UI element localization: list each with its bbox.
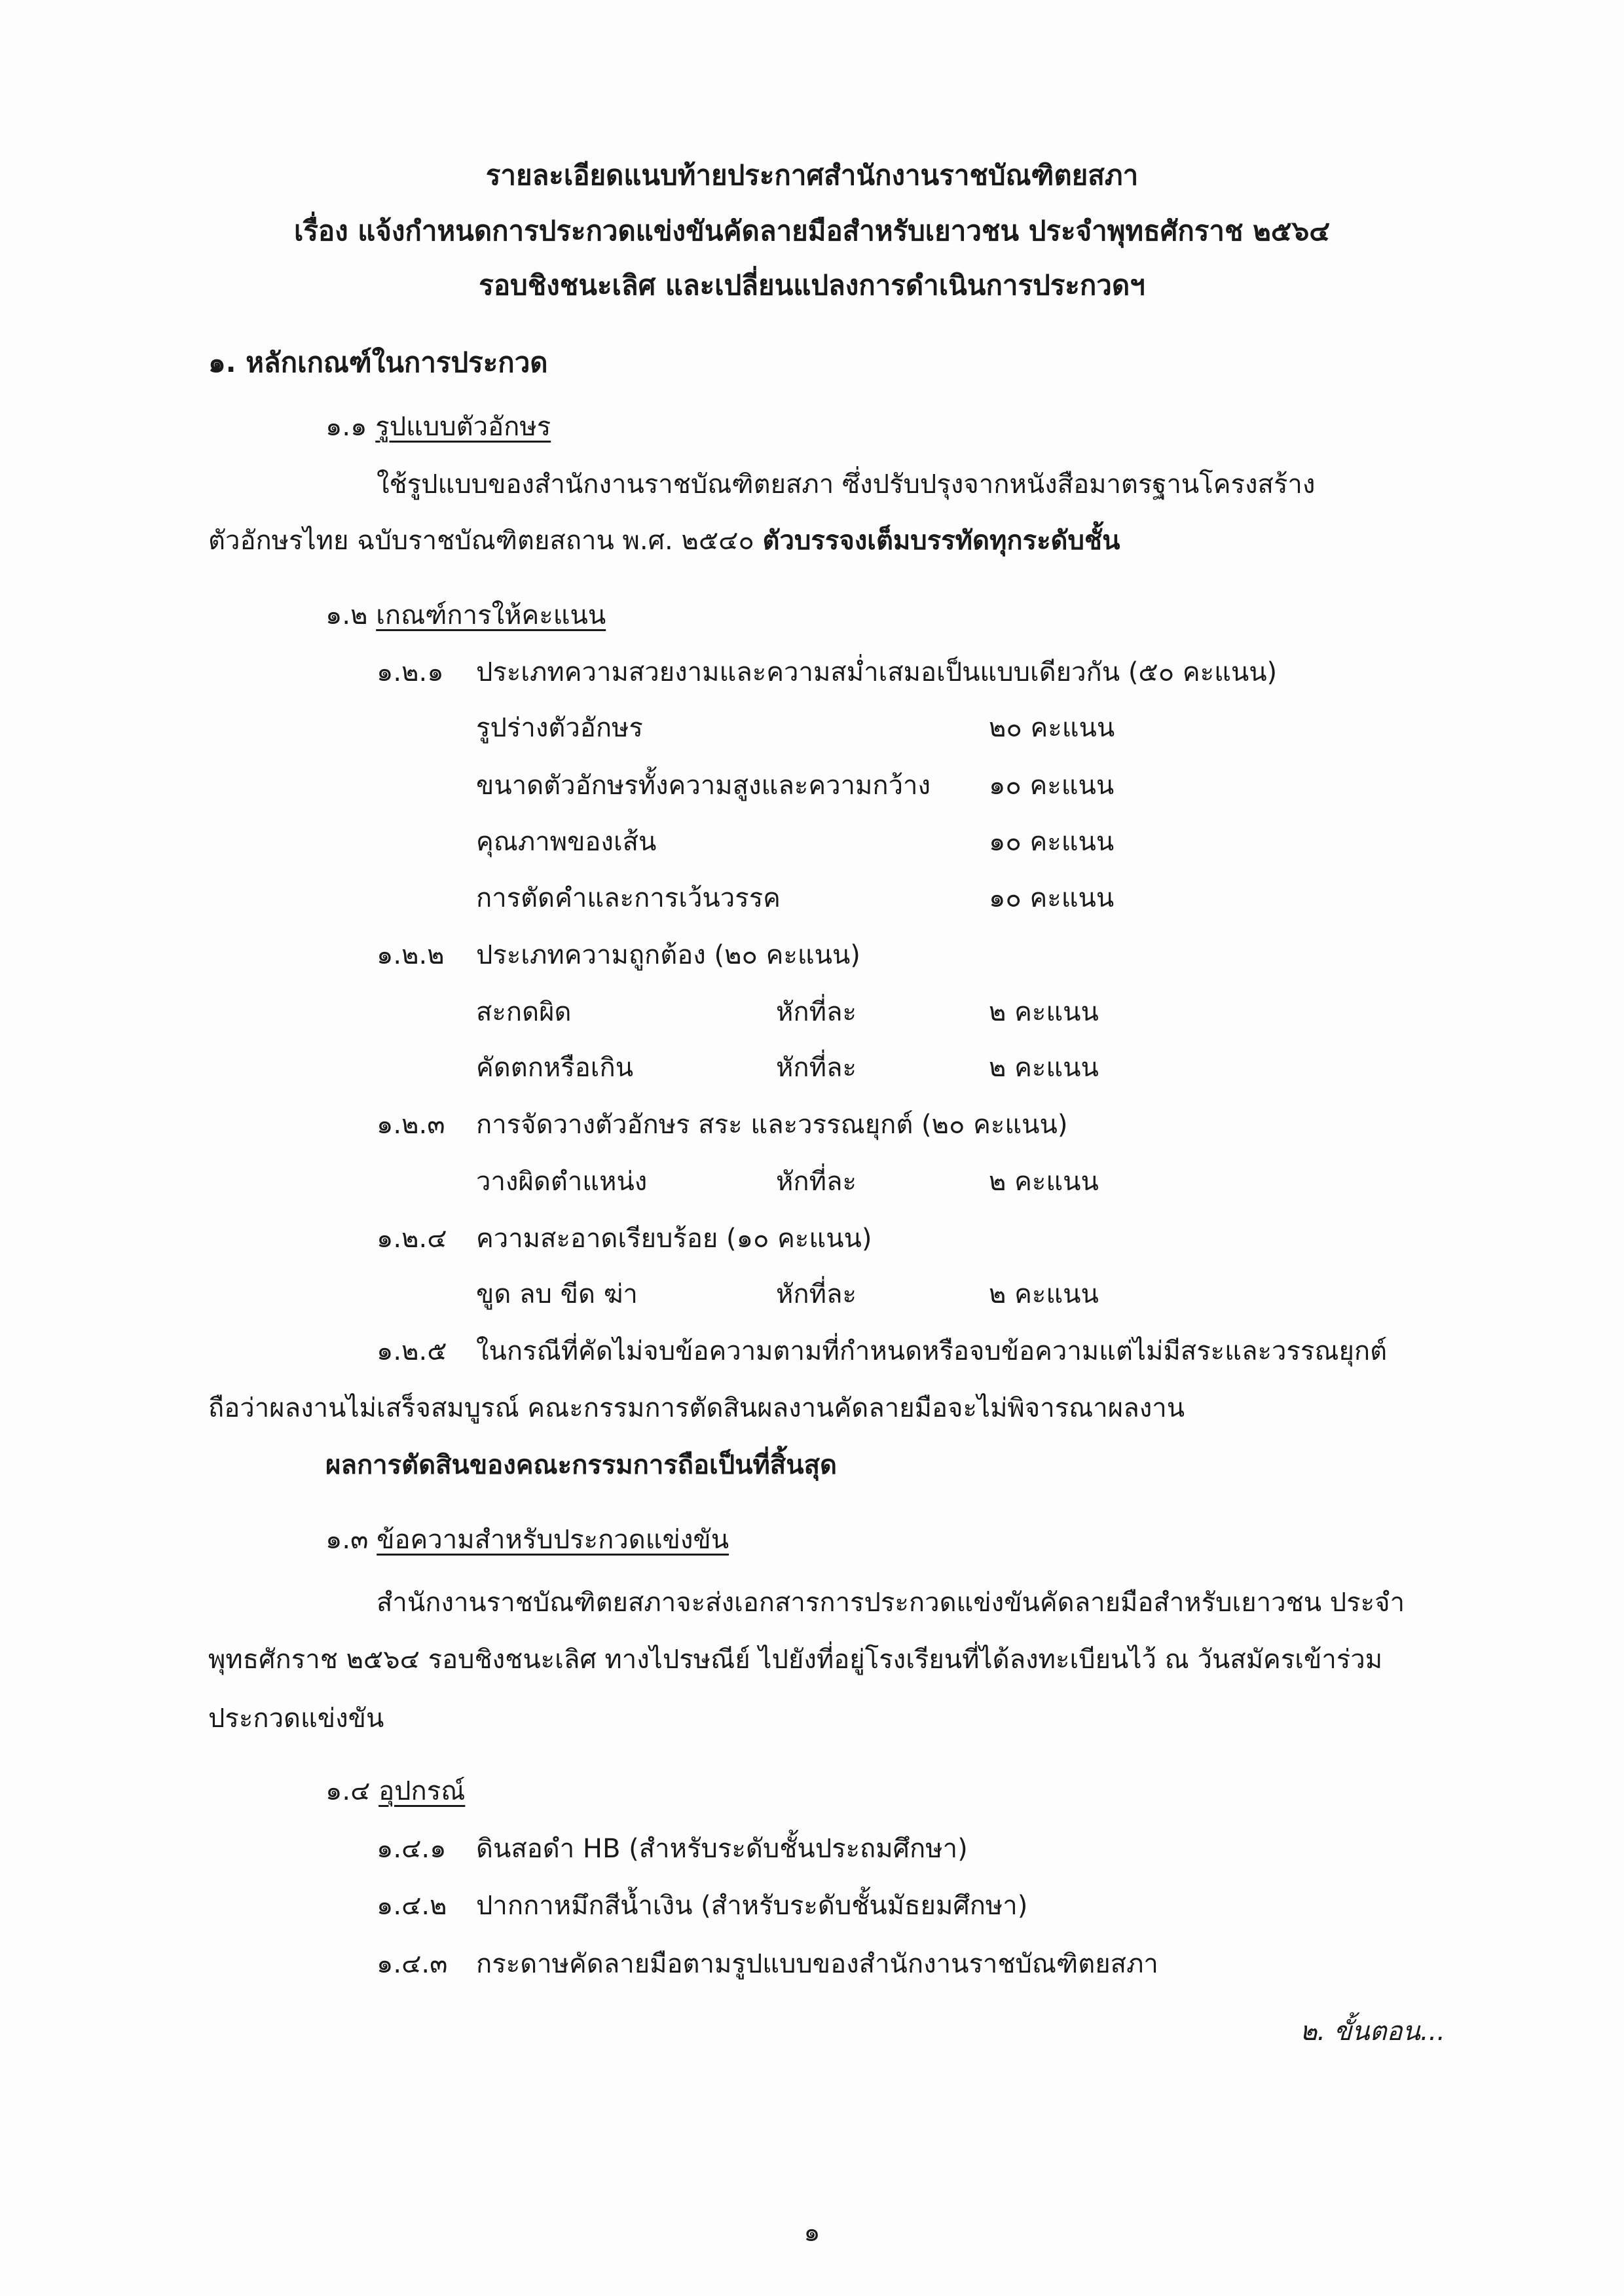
score-row-criterion: คุณภาพของเส้น bbox=[476, 827, 657, 857]
score-row-score: ๑๐ คะแนน bbox=[989, 827, 1115, 857]
criterion-number: ๑.๒.๔ bbox=[377, 1224, 447, 1254]
criterion-number: ๑.๒.๑ bbox=[377, 657, 444, 687]
score-row-criterion: ขูด ลบ ขีด ฆ่า bbox=[476, 1279, 638, 1309]
score-row-deduct: หักที่ละ bbox=[776, 1279, 857, 1309]
score-row-score: ๒ คะแนน bbox=[989, 997, 1099, 1027]
score-row-criterion: การตัดคำและการเว้นวรรค bbox=[476, 883, 781, 913]
subsection-title: อุปกรณ์ bbox=[378, 1776, 466, 1806]
paragraph-1-3-line-1: สำนักงานราชบัณฑิตยสภาจะส่งเอกสารการประกวดแข่งขันคัดลายมือสำหรับเยาวชน ประจำ bbox=[377, 1588, 1405, 1618]
subsection-number: ๑.๑ bbox=[325, 412, 367, 442]
subsection-title: เกณฑ์การให้คะแนน bbox=[376, 600, 606, 630]
score-row-score: ๒๐ คะแนน bbox=[989, 713, 1115, 743]
paragraph-1-3-line-3: ประกวดแข่งขัน bbox=[208, 1704, 384, 1734]
score-row-criterion: สะกดผิด bbox=[476, 997, 572, 1027]
subsection-number: ๑.๓ bbox=[325, 1525, 369, 1555]
score-row-score: ๑๐ คะแนน bbox=[989, 771, 1115, 801]
equipment-text: ปากกาหมึกสีน้ำเงิน (สำหรับระดับชั้นมัธยมศึกษา) bbox=[476, 1891, 1028, 1921]
criterion-number: ๑.๒.๒ bbox=[377, 940, 445, 970]
score-row-deduct: หักที่ละ bbox=[776, 1167, 857, 1197]
subsection-number: ๑.๒ bbox=[325, 600, 368, 630]
score-row-deduct: หักที่ละ bbox=[776, 997, 857, 1027]
criterion-number: ๑.๒.๕ bbox=[377, 1336, 447, 1366]
equipment-number: ๑.๔.๓ bbox=[377, 1949, 448, 1979]
criterion-label: ความสะอาดเรียบร้อย (๑๐ คะแนน) bbox=[476, 1224, 872, 1254]
continuation-note: ๒. ขั้นตอน... bbox=[1300, 2016, 1445, 2047]
subsection-1-1 bbox=[325, 407, 551, 446]
paragraph-1-1-line-1: ใช้รูปแบบของสำนักงานราชบัณฑิตยสภา ซึ่งปรับปรุงจากหนังสือมาตรฐานโครงสร้าง bbox=[377, 469, 1316, 500]
score-row-score: ๒ คะแนน bbox=[989, 1053, 1099, 1083]
title-line-1: รายละเอียดแนบท้ายประกาศสำนักงานราชบัณฑิตยสภา bbox=[485, 159, 1139, 191]
subsection-1-3 bbox=[325, 1520, 729, 1559]
equipment-number: ๑.๔.๑ bbox=[377, 1834, 447, 1864]
paragraph-1-1-line-2 bbox=[208, 521, 1120, 560]
score-row-criterion: รูปร่างตัวอักษร bbox=[476, 713, 643, 743]
score-row-criterion: ขนาดตัวอักษรทั้งความสูงและความกว้าง bbox=[476, 771, 931, 801]
equipment-text: กระดาษคัดลายมือตามรูปแบบของสำนักงานราชบัณฑิตยสภา bbox=[476, 1949, 1158, 1979]
criterion-label: การจัดวางตัวอักษร สระ และวรรณยุกต์ (๒๐ คะแนน) bbox=[476, 1110, 1068, 1140]
score-row-criterion: วางผิดตำแหน่ง bbox=[476, 1167, 648, 1197]
subsection-number: ๑.๔ bbox=[325, 1776, 371, 1806]
subsection-title: รูปแบบตัวอักษร bbox=[375, 412, 551, 442]
subsection-title: ข้อความสำหรับประกวดแข่งขัน bbox=[377, 1525, 729, 1555]
subsection-1-2 bbox=[325, 596, 606, 635]
paragraph-1-3-line-2: พุทธศักราช ๒๕๖๔ รอบชิงชนะเลิศ ทางไปรษณีย์ ไปยังที่อยู่โรงเรียนที่ได้ลงทะเบียนไว้ ณ วันสมัครเข้าร่วม bbox=[208, 1645, 1383, 1675]
score-row-score: ๒ คะแนน bbox=[989, 1167, 1099, 1197]
paragraph-text: ตัวอักษรไทย ฉบับราชบัณฑิตยสถาน พ.ศ. ๒๕๔๐ bbox=[208, 526, 763, 556]
page-number: ๑ bbox=[803, 2217, 821, 2248]
title-line-3: รอบชิงชนะเลิศ และเปลี่ยนแปลงการดำเนินการประกวดฯ bbox=[479, 269, 1145, 301]
paragraph-1-2-5-line-1: ในกรณีที่คัดไม่จบข้อความตามที่กำหนดหรือจบข้อความแต่ไม่มีสระและวรรณยุกต์ bbox=[476, 1336, 1388, 1366]
equipment-number: ๑.๔.๒ bbox=[377, 1891, 447, 1921]
equipment-text: ดินสอดำ HB (สำหรับระดับชั้นประถมศึกษา) bbox=[476, 1834, 968, 1864]
paragraph-bold-text: ตัวบรรจงเต็มบรรทัดทุกระดับชั้น bbox=[762, 526, 1120, 556]
score-row-score: ๒ คะแนน bbox=[989, 1279, 1099, 1309]
criterion-number: ๑.๒.๓ bbox=[377, 1110, 445, 1140]
criterion-label: ประเภทความถูกต้อง (๒๐ คะแนน) bbox=[476, 940, 860, 970]
subsection-1-4 bbox=[325, 1772, 465, 1811]
score-row-criterion: คัดตกหรือเกิน bbox=[476, 1053, 634, 1083]
criterion-label: ประเภทความสวยงามและความสม่ำเสมอเป็นแบบเดียวกัน (๕๐ คะแนน) bbox=[476, 657, 1278, 687]
judgement-final-note: ผลการตัดสินของคณะกรรมการถือเป็นที่สิ้นสุด bbox=[325, 1450, 837, 1480]
paragraph-1-2-5-line-2: ถือว่าผลงานไม่เสร็จสมบูรณ์ คณะกรรมการตัดสินผลงานคัดลายมือจะไม่พิจารณาผลงาน bbox=[208, 1393, 1185, 1423]
title-line-2: เรื่อง แจ้งกำหนดการประกวดแข่งขันคัดลายมือสำหรับเยาวชน ประจำพุทธศักราช ๒๕๖๔ bbox=[293, 215, 1331, 247]
score-row-score: ๑๐ คะแนน bbox=[989, 883, 1115, 913]
score-row-deduct: หักที่ละ bbox=[776, 1053, 857, 1083]
section-1-heading: ๑. หลักเกณฑ์ในการประกวด bbox=[208, 346, 548, 378]
